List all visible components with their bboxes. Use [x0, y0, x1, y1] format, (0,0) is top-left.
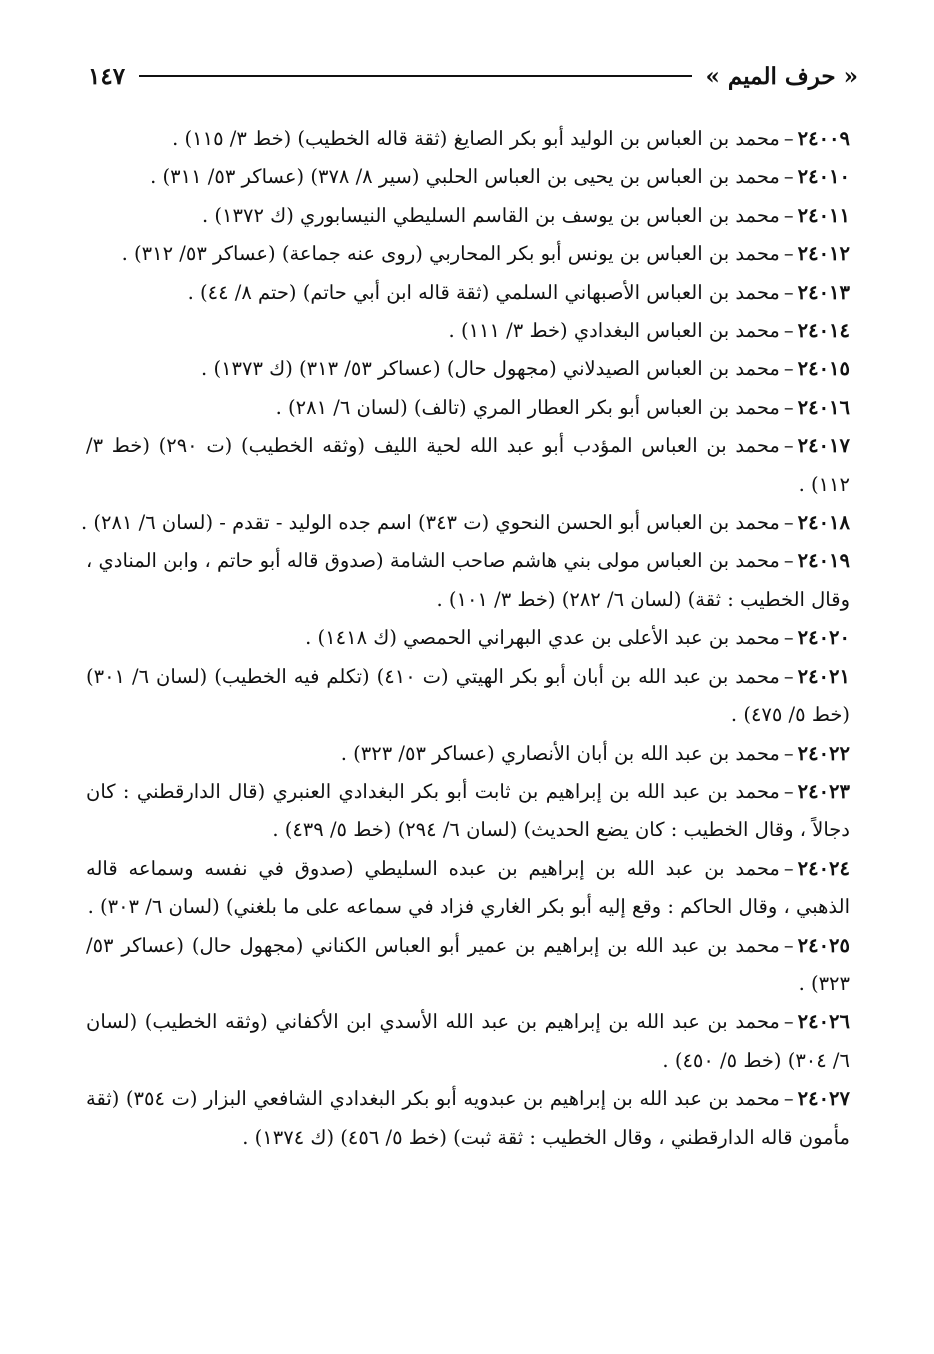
entry-text: محمد بن عبد الله بن أبان الأنصاري (عساكر ٥٣/ ٣٢٣) .: [340, 741, 780, 765]
entry-dash: –: [783, 127, 794, 150]
entry-number: ٢٤٠١٦: [797, 395, 850, 419]
entry-text: محمد بن العباس مولى بني هاشم صاحب الشامة (صدوق قاله أبو حاتم ، وابن المنادي ، وقال الخطيب : ثقة) (لسان ٦/ ٢٨٢) (خط ٣/ ١٠١) .: [86, 549, 850, 611]
entry-dash: –: [783, 933, 794, 957]
chapter-title: « حرف الميم »: [705, 62, 858, 90]
entry-24012: [86, 235, 850, 273]
entry-24009: [86, 120, 850, 158]
entry-24010: [86, 158, 850, 196]
entry-24011: [86, 197, 850, 235]
entry-number: ٢٤٠٢٢: [797, 741, 850, 765]
entry-dash: –: [783, 395, 794, 419]
entry-dash: –: [783, 434, 794, 458]
entry-number: ٢٤٠٢٣: [797, 779, 850, 803]
entry-dash: –: [783, 319, 794, 343]
entry-text: محمد بن العباس بن يحيى بن العباس الحلبي (سير ٨/ ٣٧٨) (عساكر ٥٣/ ٣١١) .: [150, 165, 780, 189]
page-number: ١٤٧: [88, 62, 126, 90]
entry-dash: –: [783, 1087, 794, 1111]
entry-24027: [86, 1080, 850, 1157]
entry-number: ٢٤٠١٢: [797, 242, 850, 266]
entry-24022: [86, 735, 850, 773]
entry-24013: [86, 274, 850, 312]
entry-text: محمد بن العباس بن يوسف بن القاسم السليطي النيسابوري (ك ١٣٧٢) .: [202, 203, 780, 227]
entry-24017: [86, 427, 850, 504]
entry-text: محمد بن عبد الأعلى بن عدي البهراني الحمصي (ك ١٤١٨) .: [305, 626, 780, 650]
entry-number: ٢٤٠١٩: [797, 549, 850, 573]
entry-number: ٢٤٠١٠: [797, 165, 850, 189]
entry-dash: –: [783, 779, 794, 803]
entry-text: محمد بن عبد الله بن إبراهيم بن ثابت أبو بكر البغدادي العنبري (قال الدارقطني : كان دجالاً ، وقال الخطيب : كان يضع الحديث) (لسان ٦/ ٢٩٤) (خط ٥/ ٤٣٩) .: [86, 779, 850, 842]
entry-24019: [86, 542, 850, 619]
entry-24021: [86, 658, 850, 735]
entry-dash: –: [783, 280, 794, 304]
running-head: [88, 56, 858, 96]
entry-list: [80, 120, 850, 1157]
entry-number: ٢٤٠٢٦: [797, 1010, 850, 1034]
entry-dash: –: [783, 664, 794, 688]
entry-dash: –: [783, 741, 794, 765]
entry-24016: [86, 389, 850, 427]
entry-dash: –: [783, 203, 794, 227]
entry-number: ٢٤٠١٥: [797, 357, 850, 381]
entry-text: محمد بن العباس الصيدلاني (مجهول حال) (عساكر ٥٣/ ٣١٣) (ك ١٣٧٣) .: [201, 357, 780, 381]
entry-dash: –: [783, 1010, 794, 1034]
entry-number: ٢٤٠٢٤: [797, 856, 850, 880]
entry-number: ٢٤٠٢٠: [797, 626, 850, 650]
entry-text: محمد بن عبد الله بن إبراهيم بن عمير أبو العباس الكناني (مجهول حال) (عساكر ٥٣/ ٣٢٣) .: [86, 933, 850, 995]
entry-text: محمد بن العباس بن يونس أبو بكر المحاربي (روى عنه جماعة) (عساكر ٥٣/ ٣١٢) .: [121, 242, 780, 266]
header-rule: [139, 75, 691, 77]
entry-text: محمد بن العباس أبو الحسن النحوي (ت ٣٤٣) اسم جده الوليد - تقدم - (لسان ٦/ ٢٨١) .: [80, 511, 780, 535]
entry-number: ٢٤٠٢١: [797, 664, 850, 688]
entry-dash: –: [783, 357, 794, 381]
entry-number: ٢٤٠٠٩: [797, 127, 850, 150]
entry-text: محمد بن عبد الله بن إبراهيم بن عبده السليطي (صدوق في نفسه وسماعه قاله الذهبي ، وقال الحاكم : وقع إليه أبو بكر الغاري فزاد في سماعه على ما بلغني) (لسان ٦/ ٣٠٣) .: [86, 856, 850, 919]
entry-text: محمد بن العباس الأصبهاني السلمي (ثقة قاله ابن أبي حاتم) (حتم ٨/ ٤٤) .: [187, 280, 780, 304]
entry-number: ٢٤٠٢٧: [797, 1087, 850, 1111]
entry-text: محمد بن عبد الله بن إبراهيم بن عبدويه أبو بكر البغدادي الشافعي البزار (ت ٣٥٤) (ثقة مأمون قاله الدارقطني ، وقال الخطيب : ثقة ثبت) (خط ٥/ ٤٥٦) (ك ١٣٧٤) .: [86, 1087, 850, 1149]
entry-dash: –: [783, 165, 794, 189]
entry-24023: [86, 773, 850, 850]
entry-24026: [86, 1003, 850, 1080]
entry-number: ٢٤٠١٧: [797, 434, 850, 458]
entry-dash: –: [783, 549, 794, 573]
entry-text: محمد بن العباس بن الوليد أبو بكر الصايغ (ثقة قاله الخطيب) (خط ٣/ ١١٥) .: [172, 127, 780, 150]
entry-dash: –: [783, 856, 794, 880]
entry-number: ٢٤٠١٣: [797, 280, 850, 304]
entry-text: محمد بن العباس البغدادي (خط ٣/ ١١١) .: [448, 319, 780, 343]
entry-24018: [80, 504, 850, 542]
entry-number: ٢٤٠١١: [797, 203, 850, 227]
entry-dash: –: [783, 626, 794, 650]
entry-text: محمد بن عبد الله بن أبان أبو بكر الهيتي (ت ٤١٠) (تكلم فيه الخطيب) (لسان ٦/ ٣٠١) (خط ٥/ ٤٧٥) .: [86, 664, 850, 727]
entry-number: ٢٤٠٢٥: [797, 933, 850, 957]
entry-number: ٢٤٠١٨: [797, 511, 850, 535]
entry-text: محمد بن العباس المؤدب أبو عبد الله لحية الليف (وثقه الخطيب) (ت ٢٩٠) (خط ٣/ ١١٢) .: [86, 434, 850, 496]
entry-24024: [86, 850, 850, 927]
entry-dash: –: [783, 511, 794, 535]
entry-text: محمد بن عبد الله بن إبراهيم بن عبد الله الأسدي ابن الأكفاني (وثقه الخطيب) (لسان ٦/ ٣٠٤) (خط ٥/ ٤٥٠) .: [86, 1010, 850, 1072]
entry-24020: [86, 619, 850, 657]
entry-24025: [86, 927, 850, 1004]
entry-text: محمد بن العباس أبو بكر العطار المري (تالف) (لسان ٦/ ٢٨١) .: [275, 395, 780, 419]
entry-number: ٢٤٠١٤: [797, 319, 850, 343]
entry-24014: [86, 312, 850, 350]
entry-dash: –: [783, 242, 794, 266]
entry-24015: [86, 350, 850, 388]
